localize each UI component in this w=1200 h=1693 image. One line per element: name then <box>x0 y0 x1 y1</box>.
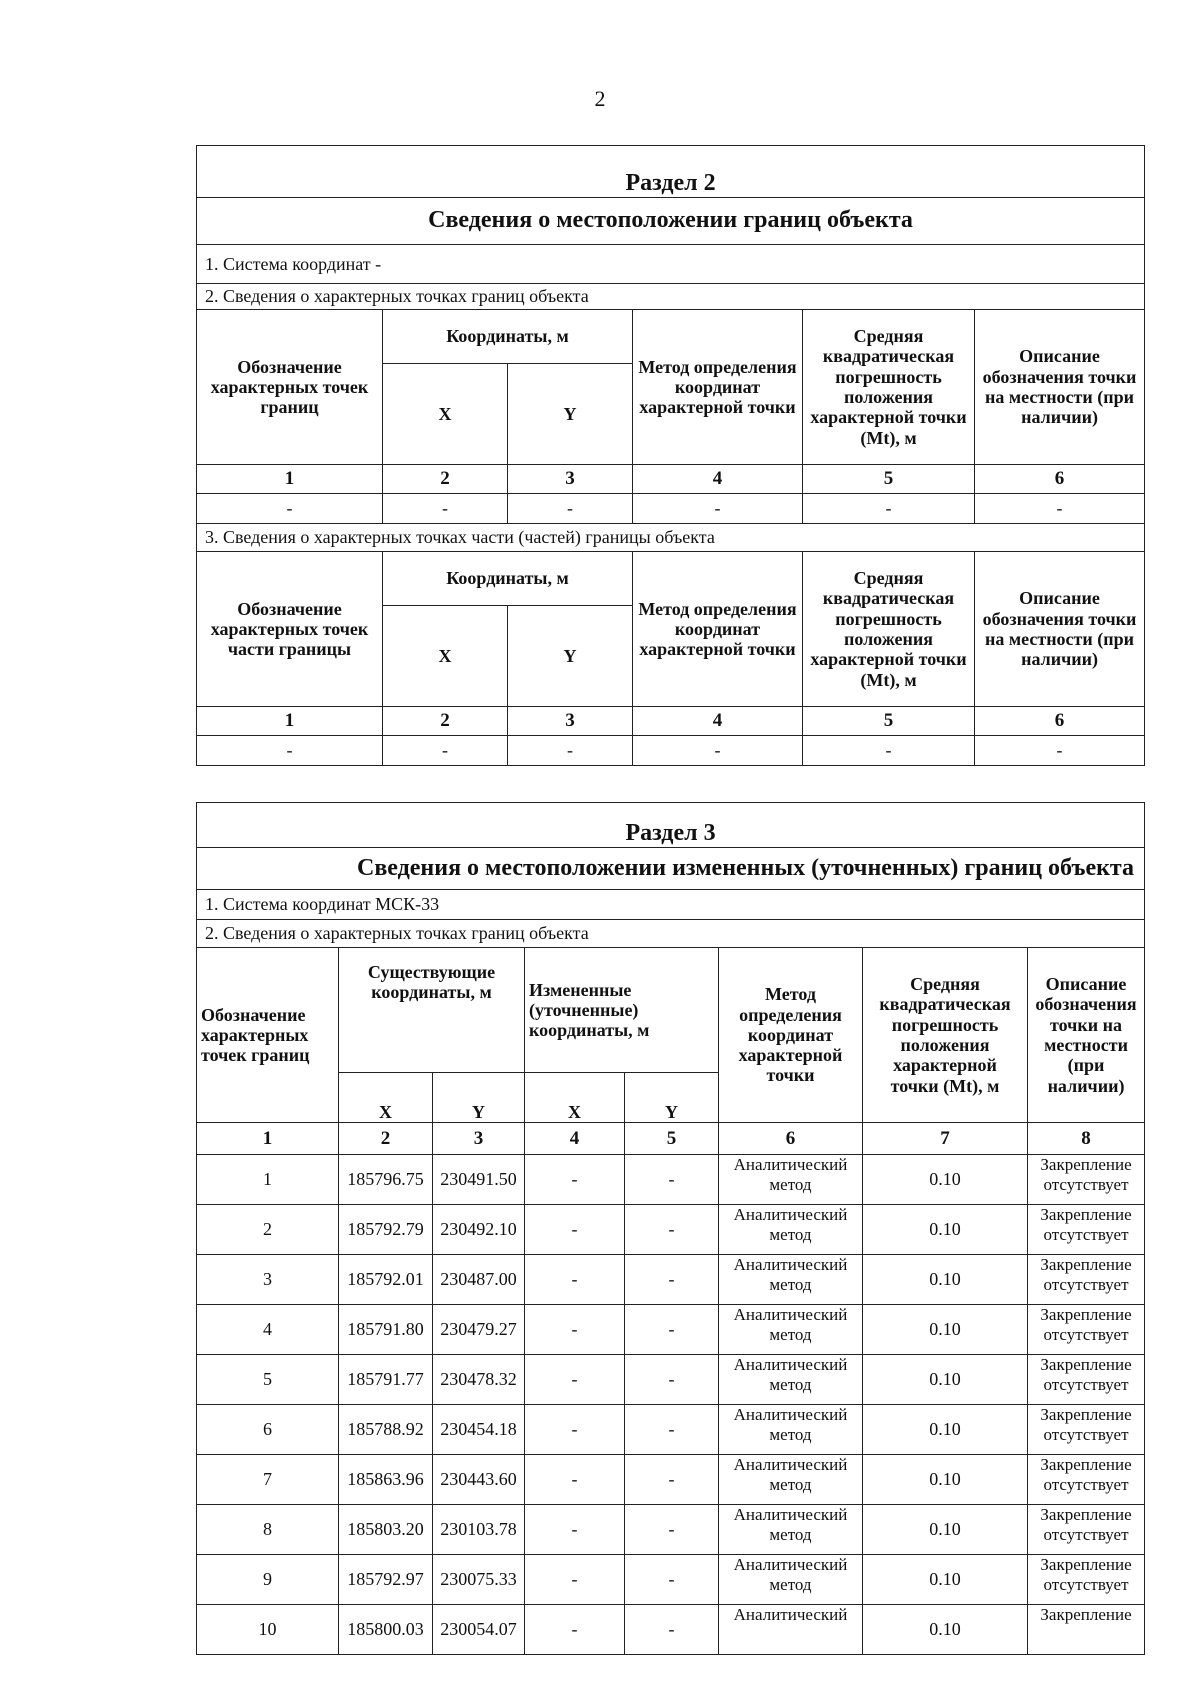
cell-mt: 0.10 <box>863 1255 1028 1305</box>
cell-y2: - <box>625 1605 719 1655</box>
cell-n: 3 <box>197 1255 339 1305</box>
cell-y: 230454.18 <box>433 1405 525 1455</box>
section2-points-label: 2. Сведения о характерных точках границ объекта <box>197 284 1145 310</box>
cell-y2: - <box>625 1355 719 1405</box>
col-number: 6 <box>975 707 1145 736</box>
col-number: 6 <box>719 1123 863 1155</box>
header-changed-coords: Измененные (уточненные) координаты, м <box>525 948 719 1073</box>
cell-x: 185800.03 <box>339 1605 433 1655</box>
col-number: 1 <box>197 465 383 494</box>
header-error: Средняя квадратическая погрешность положения характерной точки (Mt), м <box>803 552 975 707</box>
cell-x2: - <box>525 1205 625 1255</box>
empty-cell: - <box>975 736 1145 766</box>
cell-x: 185803.20 <box>339 1505 433 1555</box>
cell-desc: Закрепление отсутствует <box>1028 1305 1145 1355</box>
header-description: Описание обозначения точки на местности (при наличии) <box>975 552 1145 707</box>
cell-y: 230443.60 <box>433 1455 525 1505</box>
cell-x2: - <box>525 1305 625 1355</box>
cell-x2: - <box>525 1605 625 1655</box>
header-error: Средняя квадратическая погрешность положения характерной точки (Mt), м <box>863 948 1028 1123</box>
cell-y: 230478.32 <box>433 1355 525 1405</box>
col-number: 6 <box>975 465 1145 494</box>
cell-y2: - <box>625 1305 719 1355</box>
cell-desc: Закрепление отсутствует <box>1028 1455 1145 1505</box>
cell-desc: Закрепление отсутствует <box>1028 1405 1145 1455</box>
cell-desc: Закрепление отсутствует <box>1028 1155 1145 1205</box>
cell-desc: Закрепление отсутствует <box>1028 1205 1145 1255</box>
col-number: 5 <box>803 707 975 736</box>
col-number: 5 <box>803 465 975 494</box>
header-x-changed: X <box>525 1073 625 1123</box>
col-number: 2 <box>339 1123 433 1155</box>
col-number: 3 <box>508 707 633 736</box>
empty-cell: - <box>383 736 508 766</box>
table-row <box>197 1555 1145 1605</box>
cell-n: 2 <box>197 1205 339 1255</box>
empty-cell: - <box>975 494 1145 524</box>
cell-n: 7 <box>197 1455 339 1505</box>
cell-x: 185792.01 <box>339 1255 433 1305</box>
cell-x2: - <box>525 1355 625 1405</box>
section3-points-label: 2. Сведения о характерных точках границ объекта <box>197 920 1145 948</box>
col-number: 5 <box>625 1123 719 1155</box>
cell-n: 5 <box>197 1355 339 1405</box>
col-number: 4 <box>633 707 803 736</box>
cell-n: 8 <box>197 1505 339 1555</box>
cell-method: Аналитический метод <box>719 1205 863 1255</box>
header-description: Описание обозначения точки на местности (при наличии) <box>975 310 1145 465</box>
col-number: 4 <box>525 1123 625 1155</box>
empty-cell: - <box>197 494 383 524</box>
cell-mt: 0.10 <box>863 1205 1028 1255</box>
table-row <box>197 1255 1145 1305</box>
empty-cell: - <box>508 494 633 524</box>
cell-mt: 0.10 <box>863 1455 1028 1505</box>
cell-x: 185796.75 <box>339 1155 433 1205</box>
col-number: 4 <box>633 465 803 494</box>
table-row <box>197 1205 1145 1255</box>
header-existing-coords: Существующие координаты, м <box>339 948 525 1073</box>
col-number: 7 <box>863 1123 1028 1155</box>
section2-part-points-label: 3. Сведения о характерных точках части (частей) границы объекта <box>197 524 1145 552</box>
cell-method: Аналитический метод <box>719 1405 863 1455</box>
empty-cell: - <box>383 494 508 524</box>
table-row <box>197 1405 1145 1455</box>
table-row <box>197 1155 1145 1205</box>
cell-x: 185792.79 <box>339 1205 433 1255</box>
cell-method: Аналитический метод <box>719 1455 863 1505</box>
cell-y: 230103.78 <box>433 1505 525 1555</box>
cell-y2: - <box>625 1155 719 1205</box>
table-row <box>197 1605 1145 1655</box>
header-method: Метод определения координат характерной точки <box>719 948 863 1123</box>
cell-x2: - <box>525 1155 625 1205</box>
header-x: X <box>383 606 508 707</box>
col-number: 8 <box>1028 1123 1145 1155</box>
cell-x: 185788.92 <box>339 1405 433 1455</box>
header-designation: Обозначение характерных точек границ <box>197 310 383 465</box>
cell-x: 185863.96 <box>339 1455 433 1505</box>
cell-method: Аналитический <box>719 1605 863 1655</box>
header-y: Y <box>433 1073 525 1123</box>
cell-x2: - <box>525 1255 625 1305</box>
cell-y: 230492.10 <box>433 1205 525 1255</box>
empty-cell: - <box>803 494 975 524</box>
cell-y2: - <box>625 1405 719 1455</box>
cell-n: 4 <box>197 1305 339 1355</box>
cell-y: 230075.33 <box>433 1555 525 1605</box>
cell-y: 230491.50 <box>433 1155 525 1205</box>
cell-y: 230479.27 <box>433 1305 525 1355</box>
table-row <box>197 1305 1145 1355</box>
cell-y2: - <box>625 1255 719 1305</box>
cell-mt: 0.10 <box>863 1355 1028 1405</box>
empty-cell: - <box>633 494 803 524</box>
empty-cell: - <box>633 736 803 766</box>
header-coords: Координаты, м <box>383 310 633 364</box>
empty-cell: - <box>197 736 383 766</box>
cell-mt: 0.10 <box>863 1605 1028 1655</box>
cell-y: 230054.07 <box>433 1605 525 1655</box>
cell-x: 185792.97 <box>339 1555 433 1605</box>
cell-n: 6 <box>197 1405 339 1455</box>
cell-x2: - <box>525 1505 625 1555</box>
cell-y2: - <box>625 1555 719 1605</box>
section2-title: Раздел 2 <box>197 146 1145 198</box>
col-number: 2 <box>383 707 508 736</box>
section2-table <box>196 145 1145 766</box>
col-number: 3 <box>433 1123 525 1155</box>
cell-x: 185791.77 <box>339 1355 433 1405</box>
cell-mt: 0.10 <box>863 1555 1028 1605</box>
header-description: Описание обозначения точки на местности (при наличии) <box>1028 948 1145 1123</box>
cell-method: Аналитический метод <box>719 1555 863 1605</box>
cell-method: Аналитический метод <box>719 1305 863 1355</box>
section2-subtitle: Сведения о местоположении границ объекта <box>197 198 1145 245</box>
cell-mt: 0.10 <box>863 1305 1028 1355</box>
cell-method: Аналитический метод <box>719 1355 863 1405</box>
cell-x: 185791.80 <box>339 1305 433 1355</box>
table-row <box>197 1355 1145 1405</box>
cell-y2: - <box>625 1455 719 1505</box>
header-method: Метод определения координат характерной точки <box>633 552 803 707</box>
cell-x2: - <box>525 1455 625 1505</box>
col-number: 3 <box>508 465 633 494</box>
empty-cell: - <box>803 736 975 766</box>
cell-n: 9 <box>197 1555 339 1605</box>
section3-subtitle: Сведения о местоположении измененных (уточненных) границ объекта <box>197 848 1145 890</box>
table-row <box>197 1455 1145 1505</box>
cell-desc: Закрепление отсутствует <box>1028 1505 1145 1555</box>
cell-n: 1 <box>197 1155 339 1205</box>
cell-x2: - <box>525 1405 625 1455</box>
col-number: 1 <box>197 707 383 736</box>
cell-x2: - <box>525 1555 625 1605</box>
header-y-changed: Y <box>625 1073 719 1123</box>
header-method: Метод определения координат характерной точки <box>633 310 803 465</box>
header-designation: Обозначение характерных точек границ <box>197 948 339 1123</box>
cell-n: 10 <box>197 1605 339 1655</box>
cell-y2: - <box>625 1505 719 1555</box>
col-number: 1 <box>197 1123 339 1155</box>
header-error: Средняя квадратическая погрешность положения характерной точки (Mt), м <box>803 310 975 465</box>
section2-coord-system: 1. Система координат - <box>197 245 1145 284</box>
cell-desc: Закрепление <box>1028 1605 1145 1655</box>
header-y: Y <box>508 364 633 465</box>
cell-mt: 0.10 <box>863 1405 1028 1455</box>
cell-desc: Закрепление отсутствует <box>1028 1355 1145 1405</box>
section3-title: Раздел 3 <box>197 803 1145 848</box>
section3-coord-system: 1. Система координат МСК-33 <box>197 890 1145 920</box>
section3-table <box>196 802 1145 1655</box>
header-designation-part: Обозначение характерных точек части границы <box>197 552 383 707</box>
col-number: 2 <box>383 465 508 494</box>
cell-desc: Закрепление отсутствует <box>1028 1555 1145 1605</box>
table-row <box>197 1505 1145 1555</box>
cell-desc: Закрепление отсутствует <box>1028 1255 1145 1305</box>
header-y: Y <box>508 606 633 707</box>
header-x: X <box>339 1073 433 1123</box>
cell-method: Аналитический метод <box>719 1155 863 1205</box>
cell-mt: 0.10 <box>863 1155 1028 1205</box>
cell-mt: 0.10 <box>863 1505 1028 1555</box>
cell-y: 230487.00 <box>433 1255 525 1305</box>
cell-method: Аналитический метод <box>719 1255 863 1305</box>
cell-y2: - <box>625 1205 719 1255</box>
cell-method: Аналитический метод <box>719 1505 863 1555</box>
header-coords: Координаты, м <box>383 552 633 606</box>
header-x: X <box>383 364 508 465</box>
page-number: 2 <box>594 86 606 111</box>
empty-cell: - <box>508 736 633 766</box>
